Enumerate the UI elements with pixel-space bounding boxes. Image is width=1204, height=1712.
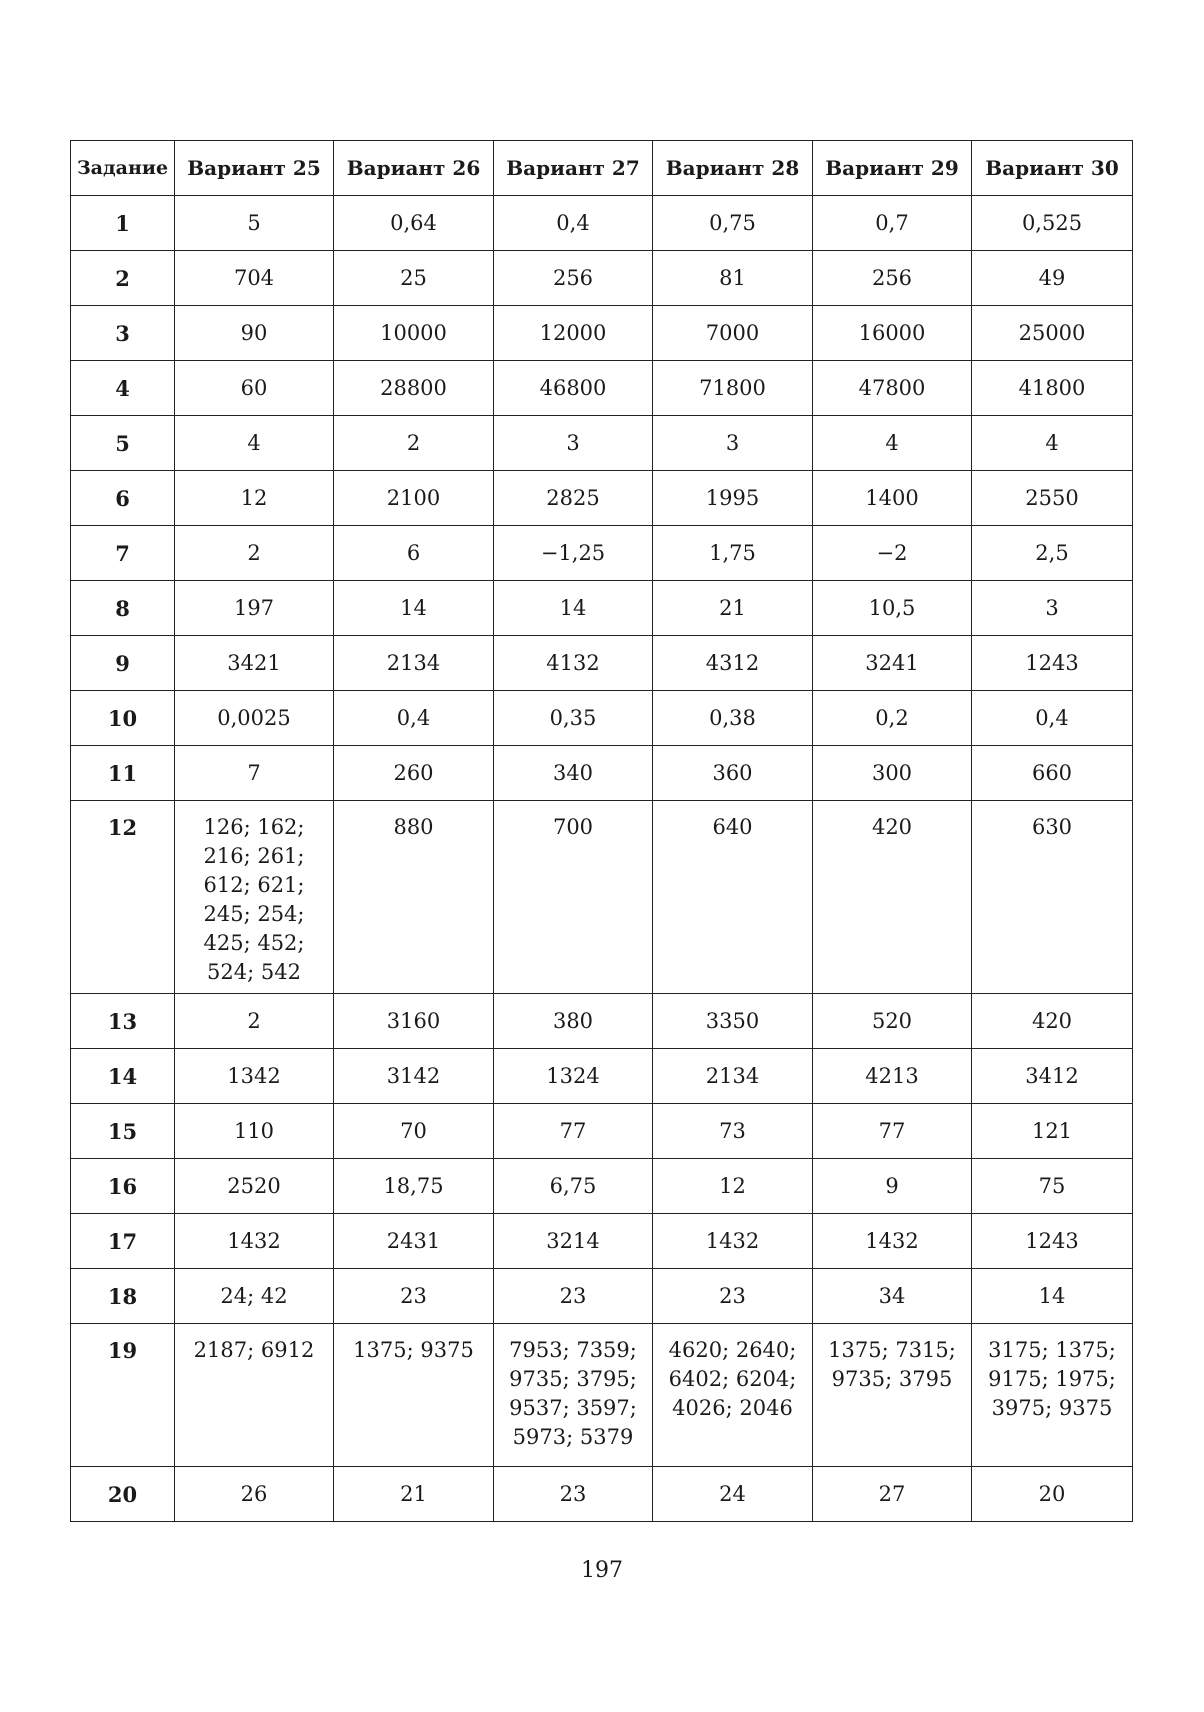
answer-cell: 640 [653, 801, 813, 994]
answer-cell: 0,0025 [175, 691, 334, 746]
answer-cell: 520 [813, 994, 972, 1049]
answer-cell: 704 [175, 251, 334, 306]
table-row [71, 581, 1133, 636]
answer-cell: 14 [494, 581, 653, 636]
header-variant-25: Вариант 25 [175, 141, 334, 196]
answer-cell: −1,25 [494, 526, 653, 581]
answer-cell: 3412 [972, 1049, 1133, 1104]
answer-cell: 340 [494, 746, 653, 801]
table-row [71, 526, 1133, 581]
header-row [71, 141, 1133, 196]
answer-cell: 49 [972, 251, 1133, 306]
answer-cell: 1400 [813, 471, 972, 526]
answer-cell: 1243 [972, 1214, 1133, 1269]
header-variant-29: Вариант 29 [813, 141, 972, 196]
answer-cell: 27 [813, 1467, 972, 1522]
header-variant-27: Вариант 27 [494, 141, 653, 196]
answer-cell: 700 [494, 801, 653, 994]
table-row [71, 801, 1133, 994]
answer-cell: 1432 [175, 1214, 334, 1269]
answer-cell: 9 [813, 1159, 972, 1214]
header-task: Задание [71, 141, 175, 196]
answer-cell: 4 [813, 416, 972, 471]
answer-cell: 4312 [653, 636, 813, 691]
task-number: 5 [71, 416, 175, 471]
answer-cell: 60 [175, 361, 334, 416]
answer-cell: 3175; 1375; 9175; 1975; 3975; 9375 [972, 1324, 1133, 1467]
table-row [71, 1269, 1133, 1324]
task-number: 17 [71, 1214, 175, 1269]
answer-cell: 1324 [494, 1049, 653, 1104]
table-row [71, 691, 1133, 746]
answer-cell: 2134 [653, 1049, 813, 1104]
task-number: 1 [71, 196, 175, 251]
answer-cell: 16000 [813, 306, 972, 361]
answer-cell: 0,7 [813, 196, 972, 251]
answer-cell: 14 [334, 581, 494, 636]
answer-cell: 3160 [334, 994, 494, 1049]
task-number: 18 [71, 1269, 175, 1324]
answer-cell: 3214 [494, 1214, 653, 1269]
answer-cell: 0,525 [972, 196, 1133, 251]
answer-cell: 2431 [334, 1214, 494, 1269]
table-row [71, 1049, 1133, 1104]
answer-cell: 25000 [972, 306, 1133, 361]
answer-cell: 0,4 [494, 196, 653, 251]
answer-cell: 3 [494, 416, 653, 471]
answer-cell: 1995 [653, 471, 813, 526]
answer-cell: 126; 162; 216; 261; 612; 621; 245; 254; 425; 452; 524; 542 [175, 801, 334, 994]
table-row [71, 1159, 1133, 1214]
answer-cell: 28800 [334, 361, 494, 416]
task-number: 6 [71, 471, 175, 526]
answer-cell: 2134 [334, 636, 494, 691]
answer-cell: 2825 [494, 471, 653, 526]
answer-cell: 23 [494, 1269, 653, 1324]
answer-cell: 3350 [653, 994, 813, 1049]
task-number: 2 [71, 251, 175, 306]
answer-cell: 20 [972, 1467, 1133, 1522]
answer-cell: 14 [972, 1269, 1133, 1324]
answer-cell: 110 [175, 1104, 334, 1159]
task-number: 3 [71, 306, 175, 361]
answer-cell: 630 [972, 801, 1133, 994]
answer-cell: 23 [494, 1467, 653, 1522]
answer-cell: 23 [334, 1269, 494, 1324]
task-number: 14 [71, 1049, 175, 1104]
answer-cell: 77 [494, 1104, 653, 1159]
answer-cell: 300 [813, 746, 972, 801]
answer-cell: 0,4 [334, 691, 494, 746]
task-number: 19 [71, 1324, 175, 1467]
answer-cell: 21 [653, 581, 813, 636]
answer-cell: 1432 [813, 1214, 972, 1269]
answer-cell: 24; 42 [175, 1269, 334, 1324]
table-row [71, 994, 1133, 1049]
answer-cell: 380 [494, 994, 653, 1049]
answer-cell: 2 [175, 526, 334, 581]
answer-cell: 6 [334, 526, 494, 581]
answer-cell: 2,5 [972, 526, 1133, 581]
answer-cell: 2100 [334, 471, 494, 526]
answer-cell: 26 [175, 1467, 334, 1522]
answer-cell: 260 [334, 746, 494, 801]
answer-cell: 18,75 [334, 1159, 494, 1214]
answer-cell: 0,4 [972, 691, 1133, 746]
table-row [71, 1324, 1133, 1467]
answer-cell: 2 [175, 994, 334, 1049]
answer-cell: 1243 [972, 636, 1133, 691]
task-number: 4 [71, 361, 175, 416]
table-row [71, 471, 1133, 526]
task-number: 7 [71, 526, 175, 581]
answer-cell: 1,75 [653, 526, 813, 581]
answer-cell: 197 [175, 581, 334, 636]
header-variant-30: Вариант 30 [972, 141, 1133, 196]
table-body [71, 196, 1133, 1522]
table-row [71, 1104, 1133, 1159]
task-number: 11 [71, 746, 175, 801]
task-number: 13 [71, 994, 175, 1049]
answer-cell: 12 [653, 1159, 813, 1214]
answer-cell: 360 [653, 746, 813, 801]
answer-cell: 3241 [813, 636, 972, 691]
answer-cell: 3 [972, 581, 1133, 636]
answer-cell: 4213 [813, 1049, 972, 1104]
answer-cell: 7953; 7359; 9735; 3795; 9537; 3597; 5973; 5379 [494, 1324, 653, 1467]
answer-cell: 46800 [494, 361, 653, 416]
answer-cell: 10,5 [813, 581, 972, 636]
answer-cell: 2550 [972, 471, 1133, 526]
answer-cell: 420 [813, 801, 972, 994]
table-row [71, 361, 1133, 416]
answer-cell: 3421 [175, 636, 334, 691]
header-variant-28: Вариант 28 [653, 141, 813, 196]
answer-cell: 75 [972, 1159, 1133, 1214]
table-row [71, 416, 1133, 471]
answer-cell: 4620; 2640; 6402; 6204; 4026; 2046 [653, 1324, 813, 1467]
answer-cell: 2 [334, 416, 494, 471]
task-number: 12 [71, 801, 175, 994]
task-number: 9 [71, 636, 175, 691]
task-number: 20 [71, 1467, 175, 1522]
table-row [71, 196, 1133, 251]
answer-cell: 5 [175, 196, 334, 251]
answer-cell: 21 [334, 1467, 494, 1522]
answer-cell: 1375; 9375 [334, 1324, 494, 1467]
answer-cell: 4132 [494, 636, 653, 691]
answer-cell: 1432 [653, 1214, 813, 1269]
answer-cell: 660 [972, 746, 1133, 801]
answer-cell: 12 [175, 471, 334, 526]
answer-cell: 7 [175, 746, 334, 801]
answer-cell: 420 [972, 994, 1133, 1049]
answer-cell: 71800 [653, 361, 813, 416]
table-row [71, 306, 1133, 361]
answer-cell: 47800 [813, 361, 972, 416]
answer-cell: 880 [334, 801, 494, 994]
answer-cell: 73 [653, 1104, 813, 1159]
answer-cell: 90 [175, 306, 334, 361]
answer-cell: 6,75 [494, 1159, 653, 1214]
answer-cell: 25 [334, 251, 494, 306]
task-number: 15 [71, 1104, 175, 1159]
answer-cell: 256 [494, 251, 653, 306]
answer-cell: 1375; 7315; 9735; 3795 [813, 1324, 972, 1467]
answer-cell: 0,75 [653, 196, 813, 251]
answer-cell: 256 [813, 251, 972, 306]
answer-table [70, 140, 1133, 1522]
answer-cell: 3142 [334, 1049, 494, 1104]
table-row [71, 636, 1133, 691]
answer-cell: 34 [813, 1269, 972, 1324]
answer-cell: 77 [813, 1104, 972, 1159]
answer-cell: 12000 [494, 306, 653, 361]
table-row [71, 746, 1133, 801]
answer-cell: 81 [653, 251, 813, 306]
answer-cell: 121 [972, 1104, 1133, 1159]
page-number: 197 [581, 1558, 623, 1583]
answer-cell: 3 [653, 416, 813, 471]
answer-cell: 41800 [972, 361, 1133, 416]
answer-cell: 4 [175, 416, 334, 471]
answer-cell: 23 [653, 1269, 813, 1324]
table-row [71, 1214, 1133, 1269]
answer-cell: 24 [653, 1467, 813, 1522]
header-variant-26: Вариант 26 [334, 141, 494, 196]
table-row [71, 1467, 1133, 1522]
answer-cell: 2187; 6912 [175, 1324, 334, 1467]
task-number: 16 [71, 1159, 175, 1214]
answer-cell: 0,38 [653, 691, 813, 746]
table-row [71, 251, 1133, 306]
answer-cell: 70 [334, 1104, 494, 1159]
answer-cell: 4 [972, 416, 1133, 471]
answer-cell: −2 [813, 526, 972, 581]
answer-cell: 0,64 [334, 196, 494, 251]
answer-cell: 0,2 [813, 691, 972, 746]
task-number: 10 [71, 691, 175, 746]
answer-cell: 7000 [653, 306, 813, 361]
answer-cell: 10000 [334, 306, 494, 361]
task-number: 8 [71, 581, 175, 636]
answer-cell: 2520 [175, 1159, 334, 1214]
answer-cell: 0,35 [494, 691, 653, 746]
answer-cell: 1342 [175, 1049, 334, 1104]
